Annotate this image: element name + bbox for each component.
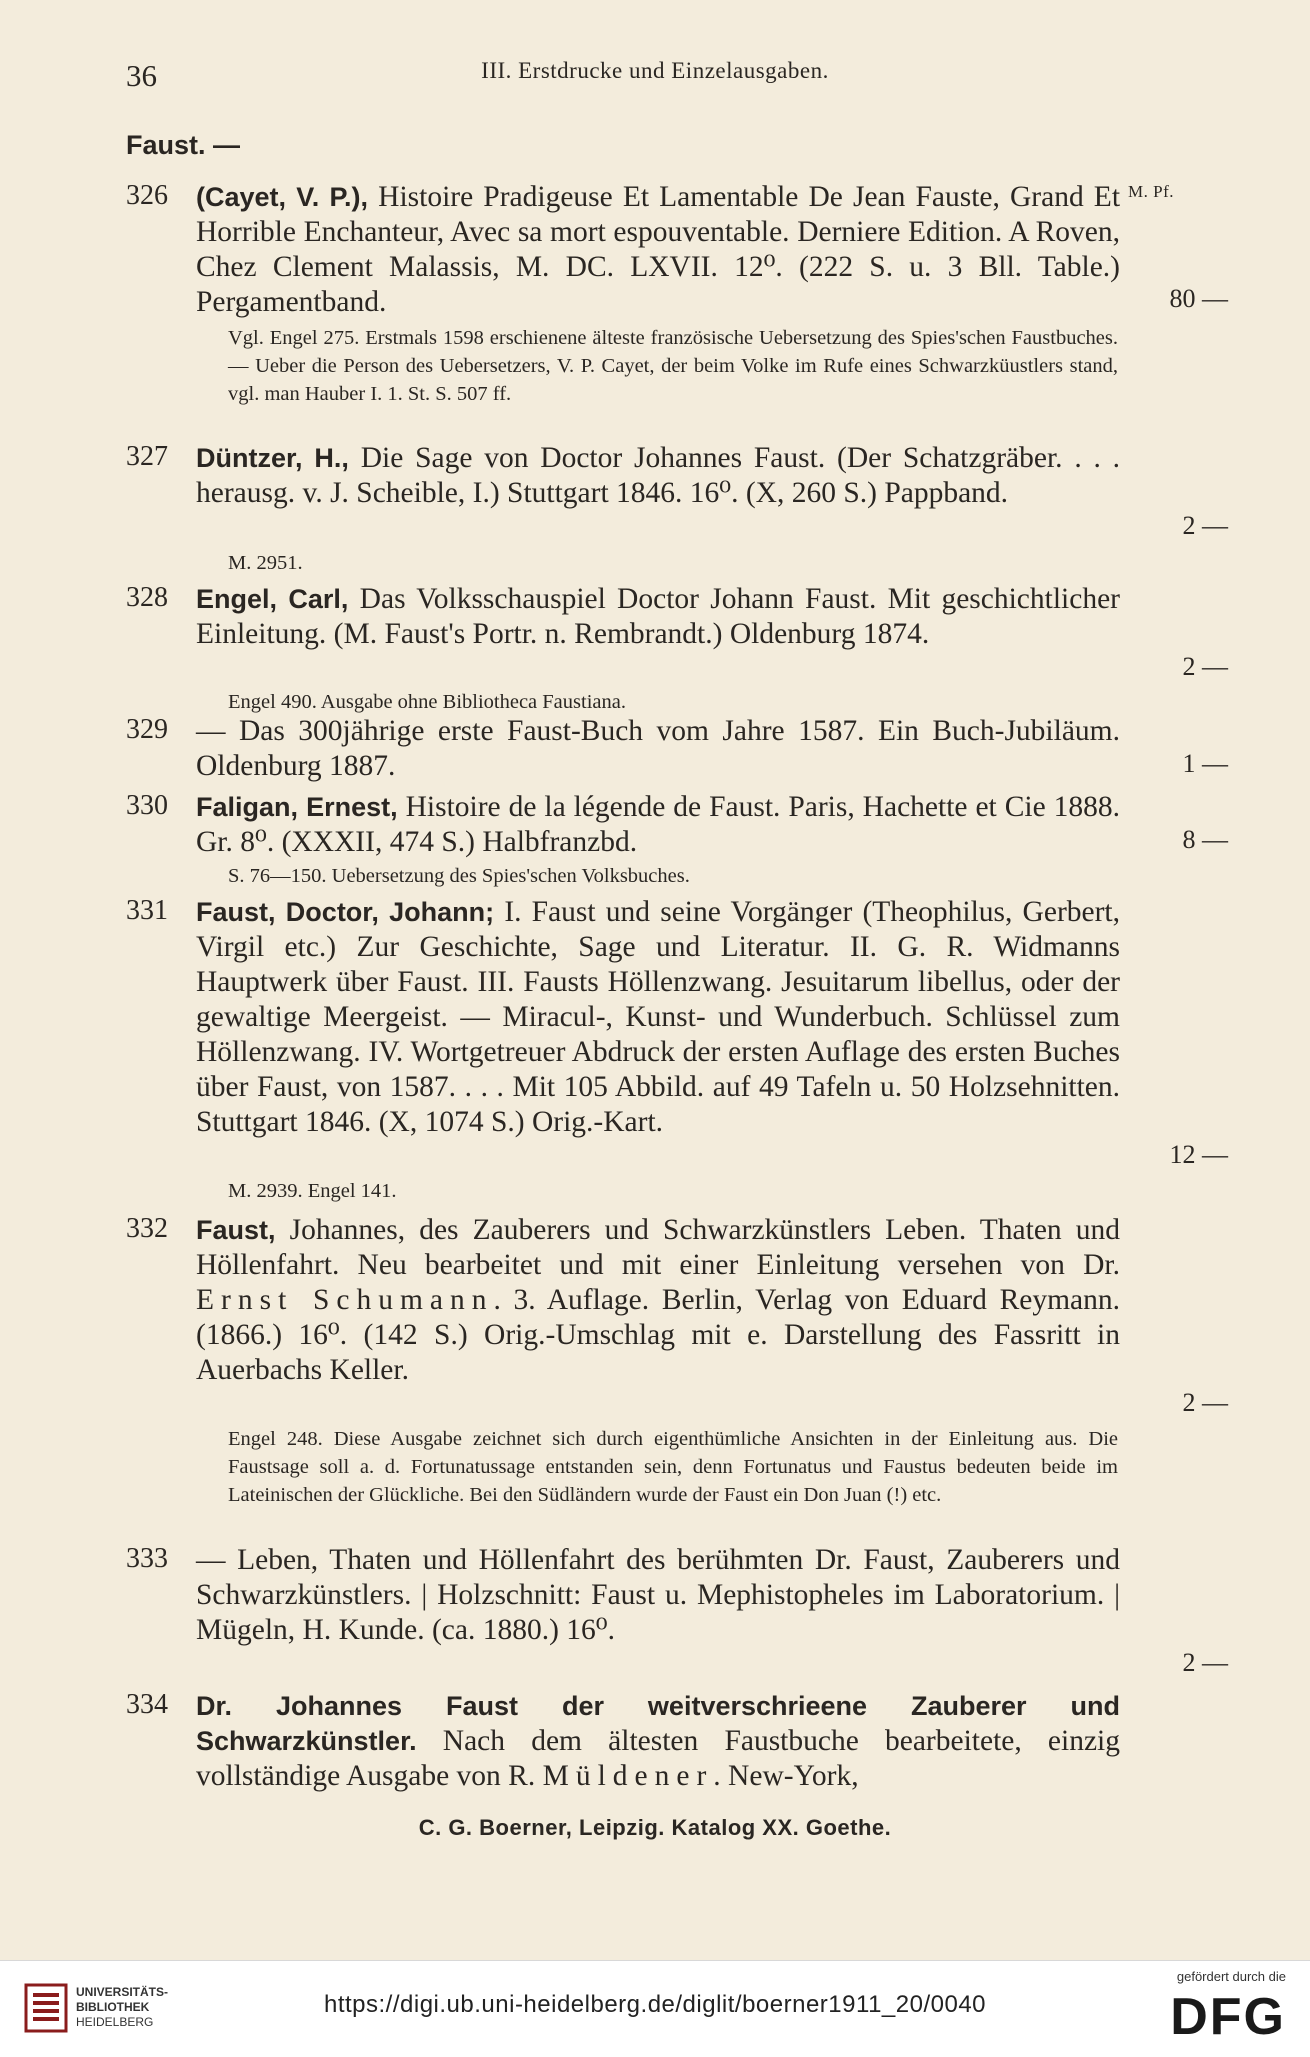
entry-author: (Cayet, V. P.), — [196, 182, 369, 212]
entry-text: Engel, Carl, Das Volksschauspiel Doctor Johann Faust. Mit geschichtlicher Einleitung. (M. Faust's Portr. n. Rembrandt.) Oldenburg 1874. — [196, 583, 1121, 650]
permalink-url[interactable]: https://digi.ub.uni-heidelberg.de/diglit/boerner1911_20/0040 — [323, 1991, 987, 2018]
entry-author: Faligan, Ernest, — [196, 792, 398, 822]
entry-note: M. 2939. Engel 141. — [228, 1180, 397, 1202]
entry-number: 333 — [126, 1543, 168, 1574]
entry-text: — Das 300jährige erste Faust-Buch vom Jahre 1587. Ein Buch-Jubiläum. Oldenburg 1887. — [196, 715, 1120, 782]
entry-text: Faust, Doctor, Johann; I. Faust und seine Vorgänger (Theophilus, Gerbert, Virgil etc.) Zur Geschichte, Sage und Literatur. II. G. R. Widmanns Hauptwerk über Faust. III. Fausts Höllenzwang. Jesuitarum libellus, oder der gewaltige Meergeist. — Miracul-, Kunst- und Wunderbuch. Schlüssel zum Höllenzwang. IV. Wortgetreuer Abdruck der ersten Auflage des ersten Buches über Faust, von 1587. . . . Mit 105 Abbild. auf 49 Tafeln u. 50 Holzsehnitten. Stuttgart 1846. (X, 1074 S.) Orig.-Kart. — [196, 896, 1121, 1138]
entry-number: 327 — [126, 441, 168, 472]
entry-price: 2 — — [1182, 1648, 1228, 1677]
library-name: UNIVERSITÄTS- BIBLIOTHEK HEIDELBERG — [76, 1985, 169, 2029]
entry-text: Faligan, Ernest, Histoire de la légende de Faust. Paris, Hachette et Cie 1888. Gr. 8⁰. (XXXII, 474 S.) Halbfranzbd. — [196, 791, 1120, 858]
entry-text: (Cayet, V. P.), Histoire Pradigeuse Et Lamentable De Jean Fauste, Grand Et Horrible Enchanteur, Avec sa mort espouventable. Derniere Edition. A Roven, Chez Clement Malassis, M. DC. LXVII. 12⁰. (222 S. u. 3 Bll. Table.) Pergamentband. — [196, 181, 1121, 318]
entry-text: Faust, Johannes, des Zauberers und Schwarzkünstlers Leben. Thaten und Höllenfahrt. Neu bearbeitet und mit einer Einleitung versehen von Dr. Ernst Schumann. 3. Auflage. Berlin, Verlag von Eduard Reymann. (1866.) 16⁰. (142 S.) Orig.-Umschlag mit e. Darstellung des Fassritt in Auerbachs Keller. — [196, 1214, 1121, 1386]
spaced-name: Ernst Schumann — [196, 1284, 494, 1316]
entry-price: 2 — — [1182, 652, 1228, 681]
section-title: Faust. — — [126, 130, 241, 160]
entry-price: 80 — — [1169, 284, 1228, 313]
entry-note: Engel 490. Ausgabe ohne Bibliotheca Faustiana. — [228, 691, 626, 713]
entry-price: 12 — — [1169, 1140, 1228, 1169]
entry-number: 332 — [126, 1213, 168, 1244]
entry-note: Engel 248. Diese Ausgabe zeichnet sich durch eigenthümliche Ansichten in der Einleitung aus. Die Faustsage soll a. d. Fortunatussage entstanden sein, denn Fortunatus und Faustus bedeuten beide im Lateinischen der Glückliche. Bei den Südländern wurde der Faust ein Don Juan (!) etc. — [228, 1428, 1118, 1506]
entry-text: Dr. Johannes Faust der weitverschrieene Zauberer und Schwarzkünstler. Nach dem ältesten Faustbuche bearbeitete, einzig vollständige Ausgabe von R. Müldener. New-York, — [196, 1691, 1121, 1792]
entry-number: 334 — [126, 1689, 168, 1720]
entry-number: 326 — [126, 180, 168, 211]
entry-author: Faust, — [196, 1215, 276, 1245]
entry-price: 1 — — [1182, 749, 1228, 778]
page-number: 36 — [126, 58, 157, 93]
entry-number: 329 — [126, 714, 168, 745]
entry-author: Faust, Doctor, Johann; — [196, 897, 495, 927]
entry-text: — Leben, Thaten und Höllenfahrt des berühmten Dr. Faust, Zauberers und Schwarzkünstlers. | Holzschnitt: Faust u. Mephistopheles im Laboratorium. | Mügeln, H. Kunde. (ca. 1880.) 16⁰. — [196, 1544, 1120, 1646]
price-column-head: M. Pf. — [1128, 182, 1174, 201]
entry-number: 331 — [126, 895, 168, 926]
entry-author: Engel, Carl, — [196, 584, 349, 614]
funding-caption: gefördert durch die — [1176, 1969, 1286, 1984]
dfg-logo: DFG — [1170, 1988, 1286, 2046]
entry-text: Düntzer, H., Die Sage von Doctor Johannes Faust. (Der Schatzgräber. . . . herausg. v. J. Scheible, I.) Stuttgart 1846. 16⁰. (X, 260 S.) Pappband. — [196, 442, 1121, 509]
entry-number: 330 — [126, 790, 168, 821]
entry-note: Vgl. Engel 275. Erstmals 1598 erschienene älteste französische Uebersetzung des Spies'schen Faustbuches. — Ueber die Person des Uebersetzers, V. P. Cayet, der beim Volke im Rufe eines Schwarzküustlers stand, vgl. man Hauber I. 1. St. S. 507 ff. — [228, 327, 1118, 405]
entry-author: Düntzer, H., — [196, 443, 349, 473]
entry-price: 8 — — [1182, 825, 1228, 854]
entry-price: 2 — — [1182, 1388, 1228, 1417]
catalog-footer: C. G. Boerner, Leipzig. Katalog XX. Goethe. — [418, 1815, 892, 1840]
running-title: III. Erstdrucke und Einzelausgaben. — [481, 58, 829, 83]
spaced-name: Müldener — [542, 1760, 714, 1792]
entry-note: M. 2951. — [228, 552, 303, 574]
entry-note: S. 76—150. Uebersetzung des Spies'schen Volksbuches. — [228, 865, 690, 887]
entry-number: 328 — [126, 582, 168, 613]
entry-author: Dr. Johannes Faust der weitverschrieene Zauberer und Schwarzkünstler. — [196, 1691, 1120, 1756]
entry-price: 2 — — [1182, 511, 1228, 540]
viewer-bottom-bar — [0, 1960, 1310, 2057]
